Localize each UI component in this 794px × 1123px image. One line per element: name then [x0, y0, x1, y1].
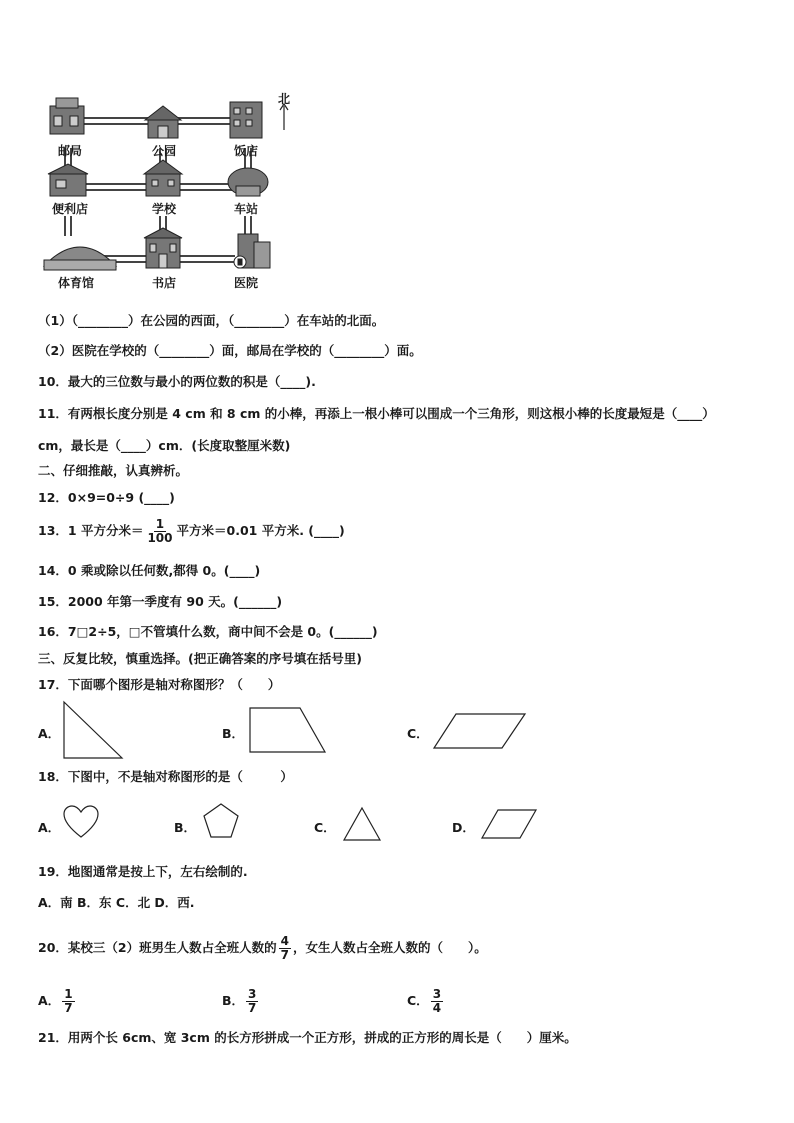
- fraction-denominator: 7: [280, 948, 289, 962]
- option-label: B．: [222, 993, 245, 1008]
- store-icon: [48, 164, 88, 196]
- q18-option-d: D．: [452, 820, 475, 835]
- fraction-numerator: 1: [64, 987, 73, 1001]
- fraction-denominator: 100: [147, 531, 173, 545]
- option-fraction: [246, 988, 258, 1015]
- post-office-label: 邮局: [58, 144, 83, 158]
- option-label: A．: [38, 993, 61, 1008]
- north-label: 北: [278, 92, 291, 106]
- parallelogram-shape: [480, 808, 538, 840]
- question-14: 14．0 乘或除以任何数,都得 0。(____): [38, 563, 261, 578]
- q20-option-b: [222, 984, 260, 1018]
- park-label: 公园: [152, 144, 177, 158]
- q20-option-c: [407, 984, 445, 1018]
- question-20-suffix: ，女生人数占全班人数的（ ）。: [292, 940, 487, 955]
- question-13: [38, 518, 345, 545]
- question-9-part1: （1）（________）在公园的西面，（________）在车站的北面。: [38, 313, 385, 328]
- station-label: 车站: [234, 202, 259, 216]
- question-13-suffix: 平方米＝0.01 平方米. (____): [176, 523, 345, 538]
- right-triangle-shape: [62, 700, 124, 760]
- question-11-line1: 11．有两根长度分别是 4 cm 和 8 cm 的小棒，再添上一根小棒可以围成一个三角形，则这根小棒的长度最短是（____）: [38, 406, 715, 421]
- bookstore-icon: [144, 228, 182, 268]
- map-drawing: [40, 88, 300, 296]
- heart-shape: [62, 804, 100, 840]
- fraction-numerator: 3: [248, 987, 257, 1001]
- question-11-line2: cm，最长是（____）cm．(长度取整厘米数): [38, 438, 291, 453]
- post-office-icon: [50, 98, 84, 134]
- fraction-denominator: 7: [248, 1001, 257, 1015]
- map-figure: [40, 88, 300, 296]
- fraction-denominator: 4: [432, 1001, 442, 1015]
- hotel-label: 饭店: [234, 144, 259, 158]
- question-13-prefix: 13．1 平方分米＝: [38, 523, 144, 538]
- station-icon: [228, 168, 268, 196]
- question-21: 21．用两个长 6cm、宽 3cm 的长方形拼成一个正方形，拼成的正方形的周长是（ ）厘米。: [38, 1030, 577, 1045]
- hospital-icon: [234, 234, 270, 268]
- q18-option-b: B．: [174, 820, 197, 835]
- gym-label: 体育馆: [58, 276, 95, 290]
- question-12: 12．0×9=0÷9 (____): [38, 490, 175, 505]
- question-20-prefix: 20．某校三（2）班男生人数占全班人数的: [38, 940, 277, 955]
- fraction-numerator: 1: [155, 517, 165, 531]
- school-label: 学校: [152, 202, 177, 216]
- question-20-fraction: [279, 935, 291, 962]
- question-10: 10．最大的三位数与最小的两位数的积是（____).: [38, 374, 316, 389]
- q17-option-a: A．: [38, 726, 61, 741]
- park-icon: [145, 106, 181, 138]
- question-19-stem: 19．地图通常是按上下，左右绘制的.: [38, 864, 248, 879]
- pentagon-shape: [202, 802, 240, 840]
- north-arrow-icon: [280, 104, 288, 130]
- question-9-part2: （2）医院在学校的（________）面，邮局在学校的（________）面。: [38, 343, 422, 358]
- question-18-stem: 18．下图中，不是轴对称图形的是（ ）: [38, 769, 293, 784]
- school-icon: [144, 160, 182, 196]
- fraction-denominator: 7: [64, 1001, 73, 1015]
- question-16: 16．7□2÷5，□不管填什么数，商中间不会是 0。(______): [38, 624, 378, 639]
- q17-option-b: B．: [222, 726, 245, 741]
- section-2-heading: 二、仔细推敲，认真辨析。: [38, 463, 189, 478]
- question-17-stem: 17．下面哪个图形是轴对称图形？（ ）: [38, 677, 281, 692]
- store-label: 便利店: [52, 202, 89, 216]
- q20-option-a: [38, 984, 77, 1018]
- section-3-heading: 三、反复比较，慎重选择。(把正确答案的序号填在括号里): [38, 651, 362, 666]
- question-13-fraction: [145, 518, 174, 545]
- right-trapezoid-shape: [248, 706, 328, 754]
- bookstore-label: 书店: [152, 276, 177, 290]
- hospital-label: 医院: [234, 276, 259, 290]
- q17-option-c: C．: [407, 726, 429, 741]
- q18-option-a: A．: [38, 820, 61, 835]
- q18-option-c: C．: [314, 820, 336, 835]
- option-label: C．: [407, 993, 429, 1008]
- hotel-icon: [230, 102, 262, 138]
- option-fraction: [431, 988, 443, 1015]
- question-15: 15．2000 年第一季度有 90 天。(______): [38, 594, 283, 609]
- parallelogram-shape: [432, 712, 528, 750]
- fraction-numerator: 3: [432, 987, 442, 1001]
- question-19-options: A．南 B．东 C．北 D．西.: [38, 895, 195, 910]
- option-fraction: [62, 988, 74, 1015]
- fraction-numerator: 4: [280, 934, 289, 948]
- triangle-shape: [342, 806, 382, 842]
- question-20-stem: [38, 931, 487, 965]
- gym-icon: [44, 247, 116, 270]
